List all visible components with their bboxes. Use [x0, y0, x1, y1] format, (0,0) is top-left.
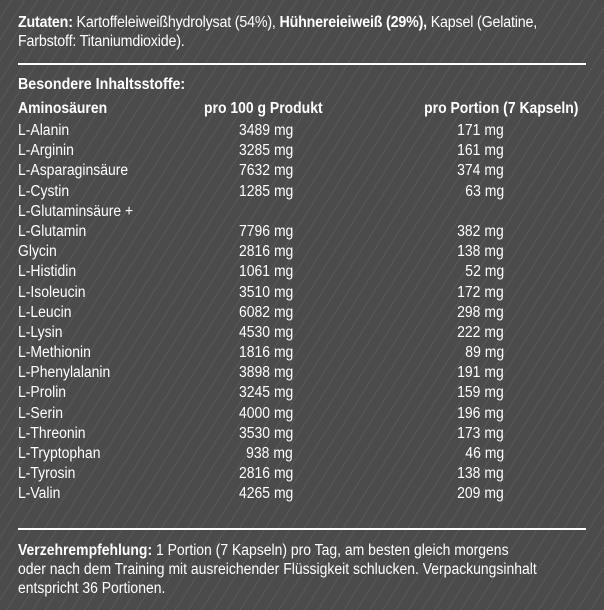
- amount-per-portion: 89 mg: [465, 344, 504, 362]
- table-row: [18, 484, 588, 504]
- amount-per-portion: 159 mg: [457, 384, 504, 402]
- amount-per-portion: 298 mg: [457, 303, 504, 321]
- amino-acid-name: L-Methionin: [18, 344, 91, 362]
- table-row: [18, 404, 588, 424]
- amount-per-100g: 3510 mg: [238, 283, 293, 301]
- amino-acid-name: L-Tyrosin: [18, 465, 76, 483]
- amount-per-100g: 2816 mg: [238, 465, 293, 483]
- amount-per-portion: 63 mg: [465, 182, 504, 200]
- amino-acid-name: L-Prolin: [18, 384, 67, 402]
- table-row: [18, 242, 588, 262]
- amino-acid-name: L-Phenylalanin: [18, 364, 111, 382]
- amount-per-portion: 173 mg: [457, 424, 504, 442]
- usage-line1: 1 Portion (7 Kapseln) pro Tag, am besten gleich morgens: [152, 542, 509, 559]
- amount-per-100g: 4530 mg: [238, 323, 293, 341]
- amount-per-portion: 209 mg: [457, 485, 504, 503]
- divider-bottom: [18, 528, 586, 530]
- amount-per-100g: 3489 mg: [238, 122, 293, 139]
- amount-per-100g: 938 mg: [246, 445, 293, 462]
- table-row: [18, 202, 588, 222]
- amino-acid-name: L-Glutamin: [18, 222, 87, 240]
- ingredients-label: Zutaten:: [18, 14, 73, 31]
- amino-acid-name: L-Lysin: [18, 323, 63, 341]
- table-row: [18, 424, 588, 444]
- usage-recommendation: [18, 541, 567, 598]
- table-row: [18, 444, 588, 464]
- ingredients-part2: Kapsel (Gelatine, Farbstoff: Titaniumdioxide).: [18, 14, 537, 50]
- amount-per-portion: 382 mg: [457, 222, 504, 240]
- amount-per-100g: 3285 mg: [238, 142, 293, 160]
- amount-per-portion: 161 mg: [457, 142, 504, 160]
- header-amino-acids: Aminosäuren: [18, 100, 108, 117]
- amount-per-portion: 191 mg: [457, 364, 504, 382]
- amount-per-portion: 222 mg: [457, 323, 504, 341]
- amount-per-100g: 3245 mg: [238, 384, 293, 402]
- amount-per-100g: 3898 mg: [238, 364, 293, 382]
- amount-per-portion: 46 mg: [465, 445, 504, 462]
- divider-top: [18, 63, 586, 65]
- ingredients-highlight: Hühnereieiweiß (29%),: [279, 14, 427, 31]
- table-header-row: [18, 99, 588, 121]
- table-row: [18, 283, 588, 303]
- amino-acid-name: L-Leucin: [18, 303, 72, 321]
- amount-per-portion: 374 mg: [457, 162, 504, 180]
- ingredients-part1: Kartoffeleiweißhydrolysat (54%),: [72, 14, 280, 31]
- amount-per-100g: 7796 mg: [238, 222, 293, 240]
- table-row: [18, 161, 588, 181]
- amount-per-portion: 138 mg: [457, 465, 504, 483]
- table-row: [18, 343, 588, 363]
- amount-per-100g: 4000 mg: [238, 404, 293, 422]
- amino-acid-name: L-Alanin: [18, 122, 70, 139]
- table-row: [18, 141, 588, 161]
- amount-per-portion: 171 mg: [457, 122, 504, 139]
- amino-acid-name: L-Histidin: [18, 263, 77, 281]
- amino-acid-name: L-Threonin: [18, 424, 86, 442]
- table-row: [18, 182, 588, 202]
- amount-per-100g: 3530 mg: [238, 424, 293, 442]
- amino-acid-name: L-Serin: [18, 404, 63, 422]
- amino-acid-name: L-Tryptophan: [18, 445, 101, 462]
- amount-per-100g: 6082 mg: [238, 303, 293, 321]
- table-row: [18, 363, 588, 383]
- amino-acid-name: Glycin: [18, 243, 57, 261]
- amino-acid-name: L-Arginin: [18, 142, 74, 160]
- table-row: [18, 303, 588, 323]
- amount-per-portion: 138 mg: [457, 243, 504, 261]
- usage-line3: entspricht 36 Portionen.: [18, 580, 166, 597]
- table-row: [18, 464, 588, 484]
- table-row: [18, 222, 588, 242]
- section-title: Besondere Inhaltsstoffe:: [18, 76, 186, 93]
- table-row: [18, 121, 588, 141]
- amount-per-100g: 4265 mg: [238, 485, 293, 503]
- amount-per-portion: 172 mg: [457, 283, 504, 301]
- amount-per-portion: 196 mg: [457, 404, 504, 422]
- amino-acid-name: L-Cystin: [18, 182, 70, 200]
- usage-label: Verzehrempfehlung:: [18, 542, 153, 559]
- amount-per-100g: 2816 mg: [238, 243, 293, 261]
- table-row: [18, 323, 588, 343]
- amino-acid-name: L-Asparaginsäure: [18, 162, 129, 180]
- amino-acid-table: [18, 99, 588, 505]
- amount-per-100g: 7632 mg: [238, 162, 293, 180]
- amount-per-portion: 52 mg: [465, 263, 504, 281]
- amount-per-100g: 1285 mg: [238, 182, 293, 200]
- amino-acid-name: L-Valin: [18, 485, 61, 503]
- header-per-100g: pro 100 g Produkt: [204, 100, 323, 117]
- amino-acid-name: L-Glutaminsäure +: [18, 202, 134, 220]
- amount-per-100g: 1816 mg: [238, 344, 293, 362]
- table-row: [18, 262, 588, 282]
- usage-line2: oder nach dem Training mit ausreichender Flüssigkeit schlucken. Verpackungsinhalt: [18, 561, 537, 578]
- amino-acid-name: L-Isoleucin: [18, 283, 86, 301]
- table-row: [18, 383, 588, 403]
- amount-per-100g: 1061 mg: [238, 263, 293, 281]
- header-per-portion: pro Portion (7 Kapseln): [423, 100, 578, 117]
- ingredients-text: [18, 13, 547, 51]
